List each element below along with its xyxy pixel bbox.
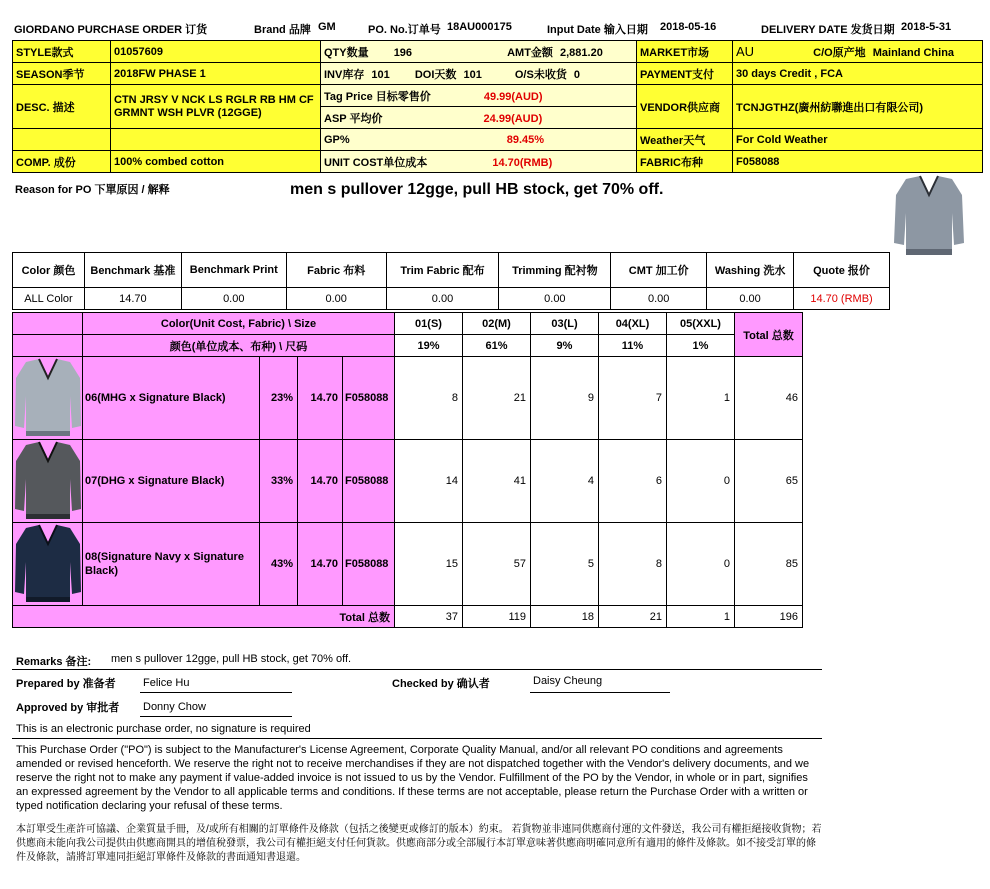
gp-label: GP% (324, 133, 350, 146)
qty-label: QTY数量 (324, 46, 369, 59)
cost-header-benchmark-print: Benchmark Print (181, 253, 286, 288)
remarks-text: men s pullover 12gge, pull HB stock, get 70% off. (111, 653, 352, 665)
qty-value: 196 (393, 46, 413, 59)
color-fabric: F058088 (343, 440, 395, 523)
footer-cell: 18 (531, 606, 599, 628)
qty-cell: 5 (531, 523, 599, 606)
size-header-cn: 颜色(单位成本、布种) \ 尺码 (83, 335, 395, 357)
origin-value: Mainland China (872, 46, 955, 59)
prepared-value: Felice Hu (143, 677, 190, 689)
approved-value: Donny Chow (143, 701, 206, 713)
vendor-label: VENDOR供应商 (637, 85, 733, 129)
os-value: 0 (573, 68, 581, 81)
size-header-en: Color(Unit Cost, Fabric) \ Size (83, 313, 395, 335)
sweater-navy-icon (14, 524, 82, 604)
style-label: STYLE款式 (13, 41, 111, 63)
color-fabric: F058088 (343, 357, 395, 440)
qty-cell: 4 (531, 440, 599, 523)
qty-cell: 21 (463, 357, 531, 440)
cost-cell: 0.00 (386, 288, 499, 310)
swatch-cell (13, 523, 83, 606)
color-cost: 14.70 (298, 440, 343, 523)
total-row (13, 606, 803, 628)
grand-total: 196 (735, 606, 803, 628)
signature-line (530, 692, 670, 693)
season-label: SEASON季节 (13, 63, 111, 85)
inv-cell (321, 63, 637, 85)
size-breakdown-table (12, 312, 803, 628)
vendor-value: TCNJGTHZ(廣州紡聯進出口有限公司) (733, 85, 983, 129)
size-header: 05(XXL) (667, 313, 735, 335)
checked-label: Checked by 确认者 (392, 678, 490, 690)
color-cost: 14.70 (298, 357, 343, 440)
swatch-cell (13, 357, 83, 440)
qty-cell: 57 (463, 523, 531, 606)
comp-label: COMP. 成份 (13, 151, 111, 173)
fabric-label: FABRIC布种 (637, 151, 733, 173)
footer-total-label: Total 总数 (13, 606, 395, 628)
electronic-note: This is an electronic purchase order, no signature is required (16, 723, 311, 735)
quote-value: 14.70 (RMB) (794, 288, 890, 310)
row-total: 85 (735, 523, 803, 606)
payment-label: PAYMENT支付 (637, 63, 733, 85)
cost-header-washing: Washing 洗水 (707, 253, 794, 288)
input-date-label: Input Date 输入日期 (547, 24, 648, 36)
size-pct: 9% (531, 335, 599, 357)
tag-label: Tag Price 目标零售价 (324, 90, 431, 103)
input-date-value: 2018-05-16 (660, 21, 717, 33)
desc-value: CTN JRSY V NCK LS RGLR RB HM CF GRMNT WSH PLVR (12GGE) (111, 85, 321, 129)
style-value: 01057609 (111, 41, 321, 63)
color-name: 06(MHG x Signature Black) (83, 357, 260, 440)
cost-header-benchmark: Benchmark 基准 (84, 253, 181, 288)
footer-cell: 119 (463, 606, 531, 628)
corner-cell (13, 313, 83, 335)
unit-cost-value: 14.70(RMB) (492, 156, 553, 169)
color-pct: 43% (260, 523, 298, 606)
color-pct: 23% (260, 357, 298, 440)
sweater-mhg-icon (14, 358, 82, 438)
checked-value: Daisy Cheung (533, 675, 603, 687)
market-label: MARKET市场 (637, 41, 733, 63)
size-header: 01(S) (395, 313, 463, 335)
qty-cell: 6 (599, 440, 667, 523)
payment-value: 30 days Credit , FCA (733, 63, 983, 85)
corner-cell (13, 335, 83, 357)
delivery-date-label: DELIVERY DATE 发货日期 (761, 24, 895, 36)
remarks-label: Remarks 备注: (16, 656, 92, 668)
cost-header-quote: Quote 报价 (794, 253, 890, 288)
qty-amt-cell (321, 41, 637, 63)
qty-cell: 15 (395, 523, 463, 606)
qty-cell: 8 (395, 357, 463, 440)
signature-line (140, 716, 292, 717)
terms-english: This Purchase Order ("PO") is subject to the Manufacturer's License Agreement, Corporate Quality Manual, and/or all relevant PO conditions and agreements amended or revised henceforth. We reserve the right not to receive merchandises if they are not dispatched together with the Vendor's delivery documents, and we reserve the right not to make any payment if value-added invoice is not issued to us by the Vendor. Fulfillment of the PO by the Vendor, in whole or in part, signifies an expressed agreement by the Vendor to all applicable terms and conditions. If these terms are not acceptable, please return the Purchase Order with a written or typed notification declaring your refusal of these terms. (16, 744, 810, 812)
cost-cell: 14.70 (84, 288, 181, 310)
comp-value: 100% combed cotton (111, 151, 321, 173)
cost-cell: 0.00 (286, 288, 386, 310)
product-image (892, 173, 966, 257)
cost-cell: 0.00 (707, 288, 794, 310)
divider (12, 738, 822, 739)
prepared-label: Prepared by 准备者 (16, 678, 116, 690)
reason-text: men s pullover 12gge, pull HB stock, get 70% off. (290, 181, 664, 198)
inv-value: 101 (371, 68, 390, 81)
qty-cell: 0 (667, 440, 735, 523)
sweater-dhg-icon (14, 441, 82, 521)
empty-cell (111, 129, 321, 151)
unit-cost-cell (321, 151, 637, 173)
color-cost: 14.70 (298, 523, 343, 606)
gp-value: 89.45% (506, 133, 545, 146)
qty-cell: 1 (667, 357, 735, 440)
swatch-cell (13, 440, 83, 523)
color-name: 07(DHG x Signature Black) (83, 440, 260, 523)
qty-cell: 41 (463, 440, 531, 523)
cost-cell: 0.00 (611, 288, 707, 310)
reason-label: Reason for PO 下單原因 / 解释 (15, 184, 170, 196)
tag-cell (321, 85, 637, 107)
color-name: 08(Signature Navy x Signature Black) (83, 523, 260, 606)
size-pct: 1% (667, 335, 735, 357)
cost-header-color: Color 颜色 (13, 253, 85, 288)
color-fabric: F058088 (343, 523, 395, 606)
row-total: 65 (735, 440, 803, 523)
cost-breakdown-table (12, 252, 890, 310)
footer-cell: 37 (395, 606, 463, 628)
delivery-date-value: 2018-5-31 (901, 21, 952, 33)
desc-label: DESC. 描述 (13, 85, 111, 129)
size-header: 02(M) (463, 313, 531, 335)
cost-cell: ALL Color (13, 288, 85, 310)
cost-cell: 0.00 (181, 288, 286, 310)
table-row (13, 440, 803, 523)
unit-cost-label: UNIT COST单位成本 (324, 156, 428, 169)
table-row (13, 357, 803, 440)
qty-cell: 8 (599, 523, 667, 606)
qty-cell: 14 (395, 440, 463, 523)
asp-cell (321, 107, 637, 129)
row-total: 46 (735, 357, 803, 440)
gp-cell (321, 129, 637, 151)
cost-header-cmt: CMT 加工价 (611, 253, 707, 288)
size-pct: 11% (599, 335, 667, 357)
po-value: 18AU000175 (447, 21, 512, 33)
qty-cell: 0 (667, 523, 735, 606)
size-header: 04(XL) (599, 313, 667, 335)
terms-chinese: 本訂單受生產許可協議、企業質量手冊，及/或所有相關的訂單條件及條款（包括之後變更或修訂的版本）約束。 若貨物並非連同供應商付運的文件發送，我公司有權拒絕接收貨物；若供應商未能向我公司提供由供應商開具的增值稅發票，我公司有權拒絕支付任何貨款。供應商部分或全部履行本訂單意味著供應商明確同意所有適用的條件及條款。如不接受訂單的條件及條款，請將訂單連同拒絕訂單條件及條款的書面通知書退還。 (16, 824, 822, 863)
size-header: 03(L) (531, 313, 599, 335)
inv-label: INV库存 (324, 68, 365, 81)
cost-header-trim-fabric: Trim Fabric 配布 (386, 253, 499, 288)
market-origin-cell (733, 41, 983, 63)
amt-value: 2,881.20 (560, 46, 603, 59)
qty-cell: 7 (599, 357, 667, 440)
po-info-grid (12, 40, 983, 173)
footer-cell: 1 (667, 606, 735, 628)
table-row (13, 523, 803, 606)
sweater-icon (892, 173, 966, 257)
weather-value: For Cold Weather (733, 129, 983, 151)
empty-cell (13, 129, 111, 151)
weather-label: Weather天气 (637, 129, 733, 151)
total-header: Total 总数 (735, 313, 803, 357)
signature-line (140, 692, 292, 693)
footer-cell: 21 (599, 606, 667, 628)
cost-header-trimming: Trimming 配衬物 (499, 253, 611, 288)
tag-value: 49.99(AUD) (483, 90, 543, 103)
cost-cell: 0.00 (499, 288, 611, 310)
size-pct: 61% (463, 335, 531, 357)
size-pct: 19% (395, 335, 463, 357)
color-pct: 33% (260, 440, 298, 523)
doi-value: 101 (463, 68, 482, 81)
origin-label: C/O原产地 (813, 46, 866, 59)
brand-value: GM (318, 21, 336, 33)
os-label: O/S未收货 (514, 68, 567, 81)
cost-header-fabric: Fabric 布料 (286, 253, 386, 288)
season-value: 2018FW PHASE 1 (111, 63, 321, 85)
po-label: PO. No.订单号 (368, 24, 441, 36)
approved-label: Approved by 审批者 (16, 702, 120, 714)
divider (12, 669, 822, 670)
amt-label: AMT金额 (507, 46, 553, 59)
qty-cell: 9 (531, 357, 599, 440)
asp-value: 24.99(AUD) (483, 112, 543, 125)
po-title: GIORDANO PURCHASE ORDER 订货 (14, 24, 208, 36)
asp-label: ASP 平均价 (324, 112, 383, 125)
brand-label: Brand 品牌 (254, 24, 311, 36)
market-value: AU (736, 43, 755, 59)
fabric-value: F058088 (733, 151, 983, 173)
doi-label: DOI天数 (414, 68, 457, 81)
